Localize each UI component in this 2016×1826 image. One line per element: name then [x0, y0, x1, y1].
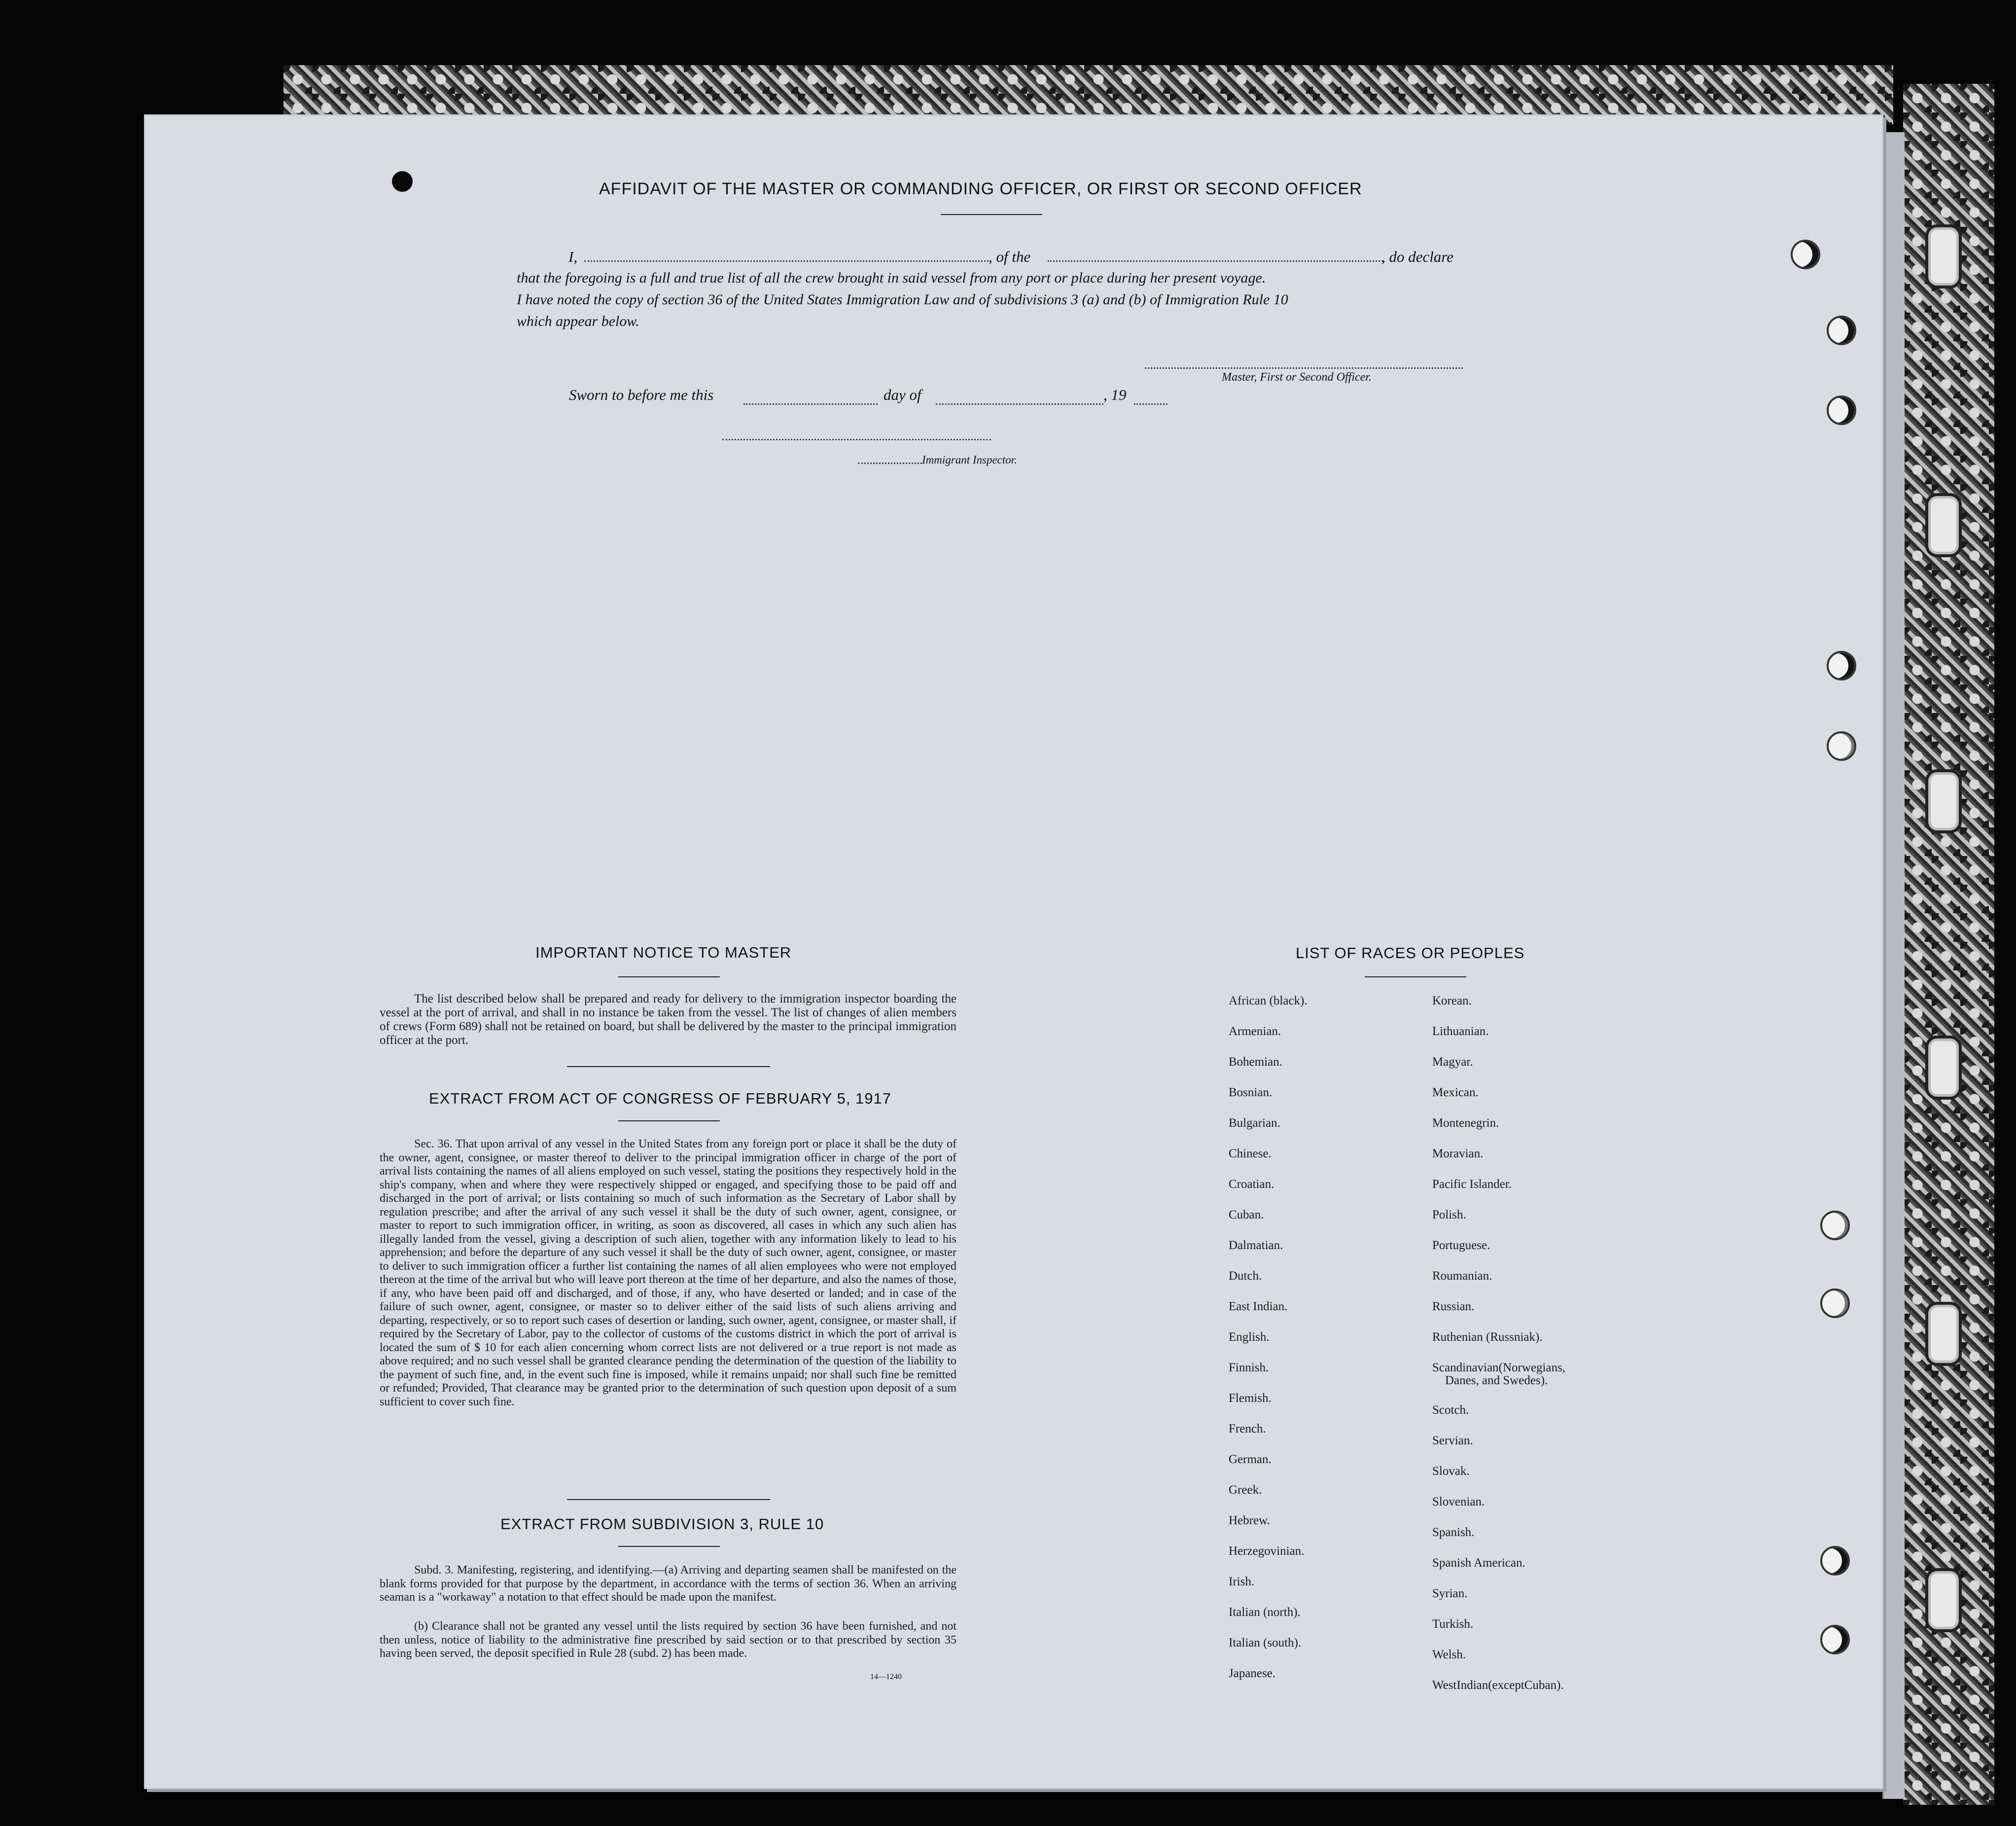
- race-item: Russian.: [1432, 1300, 1475, 1313]
- race-item: Italian (south).: [1229, 1636, 1302, 1649]
- punch-hole: [1827, 316, 1856, 345]
- binding-pattern-right: [1903, 84, 1994, 1805]
- race-item: Servian.: [1432, 1434, 1473, 1447]
- notice-text: The list described below shall be prepared and ready for delivery to the immigration inspector boarding the vessel at the port of arrival, and shall in no instance be taken from the vessel. The list of changes of alien members of crews (Form 689) shall not be retained on board, but shall be delivered by the master to the principal immigration officer at the port.: [380, 992, 956, 1047]
- race-item: Flemish.: [1229, 1392, 1272, 1405]
- race-item: Scandinavian(Norwegians,: [1432, 1361, 1566, 1374]
- seal-emblem: [1925, 1036, 1962, 1100]
- title-rule: [941, 214, 1042, 215]
- race-item: Finnish.: [1229, 1361, 1269, 1374]
- race-item: Herzegovinian.: [1229, 1544, 1305, 1558]
- race-item: Turkish.: [1432, 1617, 1474, 1631]
- race-item: Dalmatian.: [1229, 1239, 1283, 1252]
- race-item: Cuban.: [1229, 1208, 1264, 1221]
- punch-hole: [1827, 731, 1856, 761]
- inspector-label: Immigrant Inspector.: [922, 454, 1017, 466]
- race-item: Slovak.: [1432, 1465, 1470, 1478]
- notice-rule: [618, 976, 720, 977]
- race-item: Bulgarian.: [1229, 1116, 1280, 1130]
- inspector-lead-line: [858, 463, 922, 464]
- race-item: Slovenian.: [1432, 1495, 1485, 1508]
- punch-hole: [1827, 395, 1856, 425]
- punch-hole: [1820, 1546, 1850, 1575]
- race-item: Chinese.: [1229, 1147, 1272, 1160]
- race-item: WestIndian(exceptCuban).: [1432, 1679, 1564, 1692]
- affidavit-title: AFFIDAVIT OF THE MASTER OR COMMANDING OFFICER, OR FIRST OR SECOND OFFICER: [599, 179, 1362, 198]
- race-item: Magyar.: [1432, 1055, 1473, 1069]
- race-item: Roumanian.: [1432, 1269, 1492, 1283]
- punch-hole: [1820, 1289, 1850, 1318]
- sworn-month-line: [936, 403, 1103, 405]
- race-item: Korean.: [1432, 994, 1472, 1007]
- rule10-para-a: Subd. 3. Manifesting, registering, and identifying.—(a) Arriving and departing seamen shall be manifested on the blank forms provided for that purpose by the department, in accordance with the terms of section 36. When an arriving seaman is a "workaway" a notation to that effect should be made upon the manifest.: [380, 1564, 956, 1604]
- race-item: German.: [1229, 1453, 1272, 1466]
- race-item: Polish.: [1432, 1208, 1466, 1221]
- seal-emblem: [1925, 224, 1962, 288]
- affidavit-do-declare: , do declare: [1381, 248, 1454, 265]
- race-item: Spanish American.: [1432, 1556, 1525, 1570]
- races-column-2: [1432, 994, 1565, 1709]
- page-edge: [1882, 132, 1905, 1799]
- seal-emblem: [1925, 1568, 1962, 1632]
- affidavit-line-3: I have noted the copy of section 36 of the United States Immigration Law and of subdivisions 3 (a) and (b) of Immigration Rule 10: [517, 291, 1288, 308]
- race-item: Moravian.: [1432, 1147, 1484, 1160]
- affidavit-line-4: which appear below.: [517, 313, 639, 329]
- race-item: Dutch.: [1229, 1269, 1262, 1283]
- race-item: Montenegrin.: [1432, 1116, 1499, 1130]
- race-item: Portuguese.: [1432, 1239, 1490, 1252]
- race-item: Armenian.: [1229, 1025, 1281, 1038]
- affidavit-line-2: that the foregoing is a full and true list of all the crew brought in said vessel from any port or place during her present voyage.: [517, 270, 1266, 286]
- act-title: EXTRACT FROM ACT OF CONGRESS OF FEBRUARY 5, 1917: [429, 1090, 892, 1107]
- race-item: Scotch.: [1432, 1403, 1469, 1417]
- race-item: Greek.: [1229, 1483, 1262, 1497]
- affidavit-i-label: I,: [568, 248, 578, 265]
- races-rule: [1365, 976, 1466, 977]
- sworn-day-line: [743, 403, 878, 405]
- race-item: East Indian.: [1229, 1300, 1288, 1313]
- act-text: Sec. 36. That upon arrival of any vessel in the United States from any foreign port or place it shall be the duty of the owner, agent, consignee, or master thereof to deliver to the principal immigration officer in charge of the port of arrival lists containing the names of all aliens employed on such vessel, stating the positions they respectively hold in the ship's company, when and where they were respectively shipped or engaged, and specifying those to be paid off and discharged in the port of arrival; or lists containing so much of such information as the Secretary of Labor shall by regulation prescribe; and after the arrival of any such vessel it shall be the duty of such owner, agent, consignee, or master to report to such immigration officer, in writing, as soon as discovered, all cases in which any such alien has illegally landed from the vessel, giving a description of such alien, together with any information likely to lead to his apprehension; and before the departure of any such vessel it shall be the duty of such owner, agent, consignee, or master to deliver to such immigration officer a further list containing the names of all alien employees who were not employed thereon at the time of the arrival but who will leave port thereon at the time of her departure, and also the names of those, if any, who have been paid off and discharged, and of those, if any, who have deserted or landed; and in case of the failure of such owner, agent, consignee, or master so to deliver either of the said lists of such aliens arriving and departing, respectively, or so to report such cases of desertion or landing, such owner, agent, consignee, or master shall, if required by the Secretary of Labor, pay to the collector of customs of the customs district in which the port of arrival is located the sum of $ 10 for each alien concerning whom correct lists are not delivered or a true report is not made as above required; and no such vessel shall be granted clearance pending the determination of the question of the liability to the payment of such fine, and, in the event such fine is imposed, while it remains unpaid; nor shall such fine be remitted or refunded; Provided, That clearance may be granted prior to the determination of such question upon deposit of a sum sufficient to cover such fine.: [380, 1138, 956, 1408]
- race-item: Welsh.: [1432, 1648, 1466, 1661]
- race-item: Danes, and Swedes).: [1445, 1374, 1548, 1387]
- race-item: Italian (north).: [1229, 1606, 1301, 1619]
- notice-separator: [567, 1066, 770, 1067]
- name-blank-line: [584, 260, 989, 262]
- punch-hole: [1820, 1211, 1850, 1240]
- act-rule: [618, 1120, 720, 1121]
- seal-emblem: [1925, 493, 1962, 557]
- ink-spot: [392, 171, 413, 192]
- notice-title: IMPORTANT NOTICE TO MASTER: [535, 944, 792, 961]
- master-signature-label: Master, First or Second Officer.: [1222, 371, 1372, 384]
- inspector-signature-line: [722, 439, 991, 440]
- races-title: LIST OF RACES OR PEOPLES: [1296, 944, 1525, 962]
- act-separator: [567, 1499, 770, 1500]
- race-item: Croatian.: [1229, 1178, 1274, 1191]
- seal-emblem: [1925, 769, 1962, 833]
- form-number: 14—1240: [870, 1673, 902, 1681]
- races-column-1: [1229, 994, 1308, 1697]
- sworn-label: Sworn to before me this: [569, 386, 714, 403]
- race-item: Hebrew.: [1229, 1514, 1270, 1527]
- rule10-rule: [618, 1546, 720, 1547]
- race-item: English.: [1229, 1330, 1270, 1344]
- day-of-label: day of: [884, 386, 921, 403]
- document-page: [144, 114, 1883, 1789]
- race-item: Bosnian.: [1229, 1086, 1273, 1099]
- year-label: , 19: [1103, 386, 1127, 403]
- race-item: Bohemian.: [1229, 1055, 1283, 1069]
- vessel-blank-line: [1048, 260, 1383, 262]
- punch-hole: [1820, 1625, 1850, 1654]
- seal-emblem: [1925, 1302, 1962, 1366]
- race-item: Ruthenian (Russniak).: [1432, 1330, 1543, 1344]
- punch-hole: [1791, 240, 1820, 269]
- race-item: Spanish.: [1432, 1526, 1475, 1539]
- race-item: French.: [1229, 1422, 1266, 1435]
- affidavit-of-the: , of the: [989, 248, 1031, 265]
- race-item: African (black).: [1229, 994, 1308, 1007]
- year-blank-line: [1134, 403, 1167, 405]
- rule10-para-b: (b) Clearance shall not be granted any vessel until the lists required by section 36 have been furnished, and not then unless, notice of liability to the administrative fine prescribed by said section or to that prescribed by section 35 having been served, the deposit specified in Rule 28 (subd. 2) has been made.: [380, 1620, 956, 1660]
- race-item: Irish.: [1229, 1575, 1255, 1588]
- race-item: Lithuanian.: [1432, 1025, 1489, 1038]
- race-item: Mexican.: [1432, 1086, 1479, 1099]
- master-signature-line: [1145, 367, 1463, 369]
- race-item: Syrian.: [1432, 1587, 1468, 1600]
- race-item: Pacific Islander.: [1432, 1178, 1512, 1191]
- race-item: Japanese.: [1229, 1667, 1276, 1680]
- rule10-title: EXTRACT FROM SUBDIVISION 3, RULE 10: [500, 1515, 824, 1533]
- punch-hole: [1827, 651, 1856, 680]
